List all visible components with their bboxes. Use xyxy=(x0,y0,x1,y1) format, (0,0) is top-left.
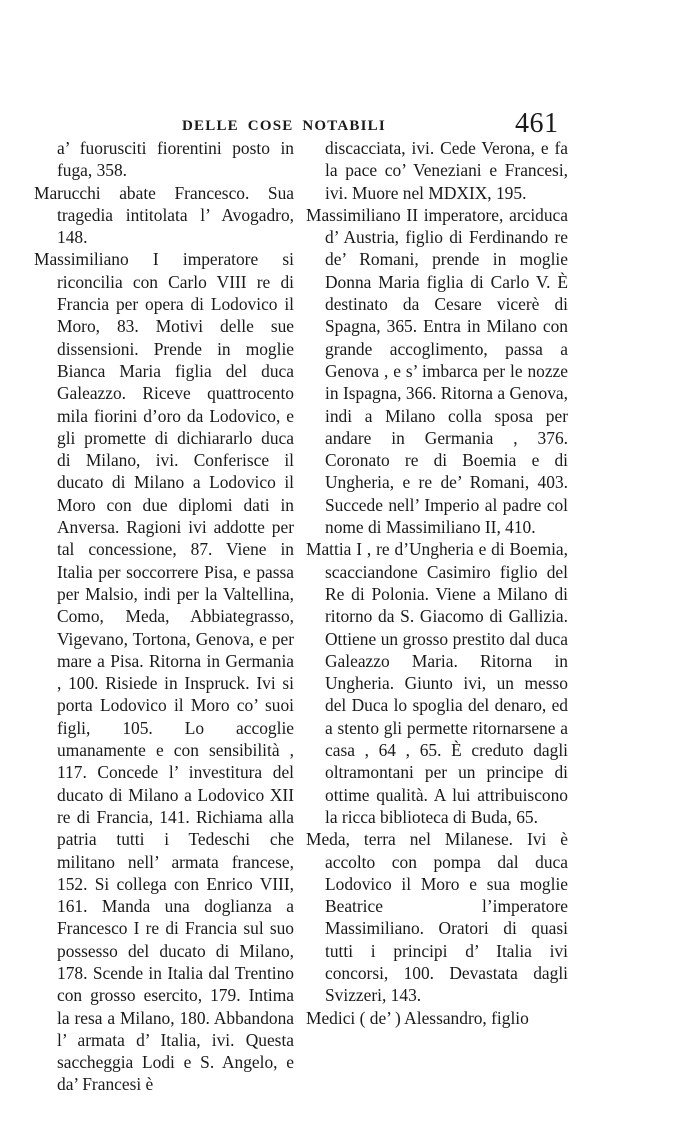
index-entry: Marucchi abate Francesco. Sua tragedia intitolata l’ Avogadro, 148. xyxy=(34,182,294,248)
running-title: DELLE COSE NOTABILI xyxy=(182,118,386,134)
page-number: 461 xyxy=(515,108,559,139)
index-entry: Massimiliano II imperatore, arciduca d’ Austria, figlio di Ferdinando re de’ Romani, prende in moglie Donna Maria figlia di Carlo V. È destinato da Cesare vicerè di Spagna, 365. Entra in Milano con grande accoglimento, passa a Genova , e s’ imbarca per le nozze in Ispagna, 366. Ritorna a Genova, indi a Milano colla sposa per andare in Germania , 376. Coronato re di Boemia e di Ungheria, e re de’ Romani, 403. Succede nell’ Imperio al padre col nome di Massimiliano II, 410. xyxy=(306,204,568,538)
running-head xyxy=(0,108,700,140)
right-column xyxy=(306,137,568,1029)
index-entry: Massimiliano I imperatore si riconcilia con Carlo VIII re di Francia per opera di Lodovico il Moro, 83. Motivi delle sue dissensioni. Prende in moglie Bianca Maria figlia del duca Galeazzo. Riceve quattrocento mila fiorini d’oro da Lodovico, e gli promette di dichiararlo duca di Milano, ivi. Conferisce il ducato di Milano a Lodovico il Moro con due diplomi dati in Anversa. Ragioni ivi addotte per tal concessione, 87. Viene in Italia per soccorrere Pisa, e passa per Malsio, indi per la Valtellina, Como, Meda, Abbiategrasso, Vigevano, Tortona, Genova, e per mare a Pisa. Ritorna in Germania , 100. Risiede in Inspruck. Ivi si porta Lodovico il Moro co’ suoi figli, 105. Lo accoglie umanamente e con sensibilità , 117. Concede l’ investitura del ducato di Milano a Lodovico XII re di Francia, 141. Richiama alla patria tutti i Tedeschi che militano nell’ armata francese, 152. Si collega con Enrico VIII, 161. Manda una doglianza a Francesco I re di Francia sul suo possesso del ducato di Milano, 178. Scende in Italia dal Trentino con grosso esercito, 179. Intima la resa a Milano, 180. Abbandona l’ armata d’ Italia, ivi. Questa saccheggia Lodi e S. Angelo, e da’ Francesi è xyxy=(34,249,294,1095)
index-entry: Medici ( de’ ) Alessandro, figlio xyxy=(306,1007,529,1028)
index-entry: discacciata, ivi. Cede Verona, e fa la pace co’ Veneziani e Francesi, ivi. Muore nel MDXIX, 195. xyxy=(325,138,568,203)
index-entry: Meda, terra nel Milanese. Ivi è accolto con pompa dal duca Lodovico il Moro e sua moglie Beatrice l’imperatore Massimiliano. Oratori di quasi tutti i principi d’ Italia ivi concorsi, 100. Devastata dagli Svizzeri, 143. xyxy=(306,829,568,1006)
left-column xyxy=(34,137,294,1096)
index-entry: a’ fuorusciti fiorentini posto in fuga, 358. xyxy=(57,138,294,181)
index-entry: Mattia I , re d’Ungheria e di Boemia, scacciandone Casimiro figlio del Re di Polonia. Viene a Milano di ritorno da S. Giacomo di Gallizia. Ottiene un grosso prestito dal duca Galeazzo Maria. Ritorna in Ungheria. Giunto ivi, un messo del Duca lo spoglia del denaro, ed a stento gli permette ritornarsene a casa , 64 , 65. È creduto dagli oltramontani per un principe di ottime qualità. A lui attribuiscono la ricca biblioteca di Buda, 65. xyxy=(306,539,568,827)
